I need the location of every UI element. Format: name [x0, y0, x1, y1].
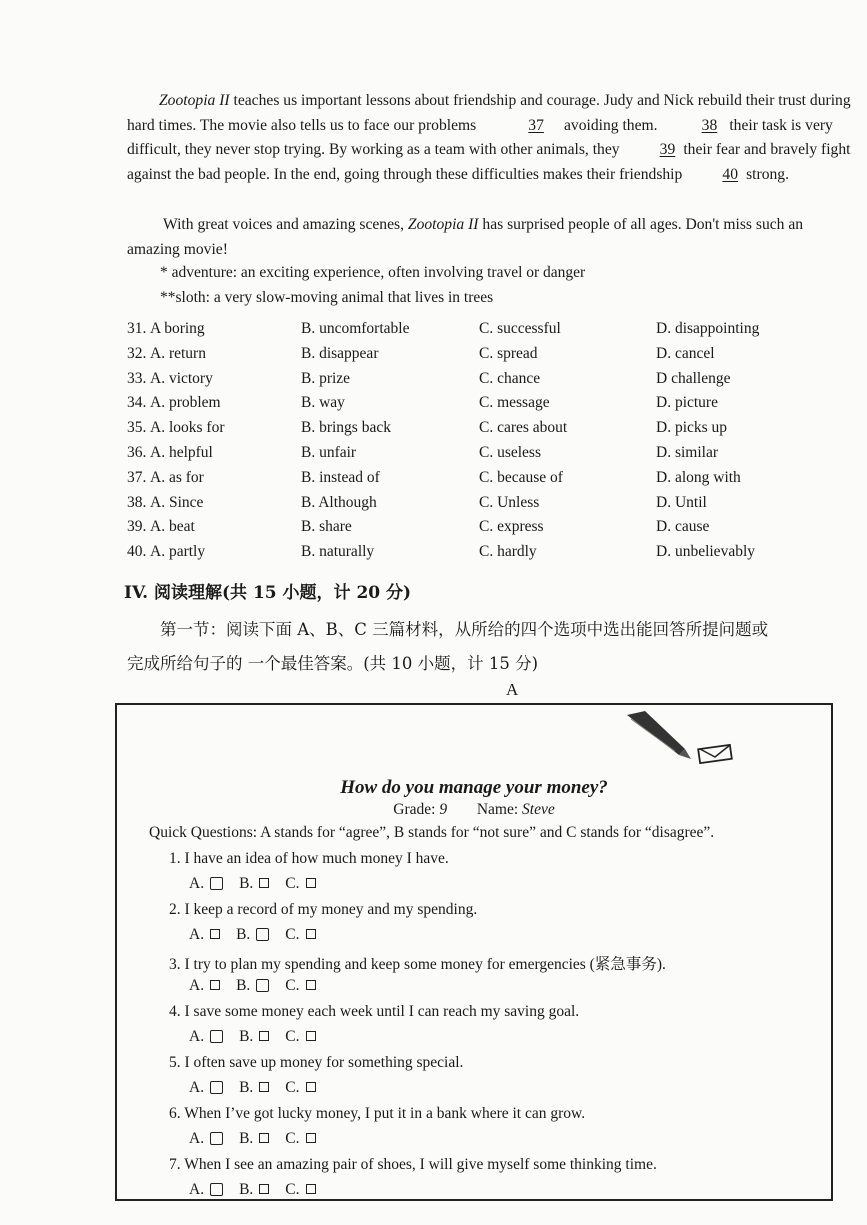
checkbox-c[interactable]	[306, 1082, 316, 1092]
option-c: C. hardly	[479, 543, 537, 561]
choice-label: C.	[285, 1181, 300, 1198]
choice-label: A.	[189, 1181, 205, 1198]
option-number: 40.	[127, 543, 147, 561]
option-a: A. helpful	[150, 444, 213, 461]
passage-text: has surprised people of all ages. Don't miss such an amazing movie!	[127, 216, 804, 258]
option-c: C. chance	[479, 369, 541, 387]
survey-question: 3. I try to plan my spending and keep some money for emergencies (紧急事务).	[169, 956, 666, 973]
option-d: D. picks up	[656, 419, 728, 437]
choice-label: A.	[189, 1028, 205, 1045]
checkbox-a[interactable]	[210, 929, 220, 939]
option-b: B. share	[301, 518, 352, 536]
footnote-sloth: **sloth: a very slow-moving animal that lives in trees	[160, 289, 494, 306]
passage-text: teaches us important lessons about friendship and courage. Judy and Nick rebuild their trust during hard times. The movie also tells us to face our problems	[127, 92, 851, 134]
choice-label: B.	[239, 1028, 254, 1045]
survey-box	[115, 703, 833, 1201]
pen-envelope-icon	[623, 709, 737, 767]
choice-label: B.	[236, 977, 251, 994]
survey-intro: Quick Questions: A stands for “agree”, B stands for “not sure” and C stands for “disagree”.	[149, 824, 715, 841]
choice-label: A.	[189, 926, 205, 943]
option-number: 37.	[127, 468, 147, 486]
choice-label: B.	[239, 1130, 254, 1147]
option-d: D. Until	[656, 493, 707, 511]
footnote-adventure: * adventure: an exciting experience, often involving travel or danger	[160, 264, 586, 281]
choice-label: A.	[189, 1079, 205, 1096]
checkbox-c[interactable]	[306, 1133, 316, 1143]
option-number: 39.	[127, 518, 147, 536]
choice-label: C.	[285, 875, 300, 892]
option-number: 32.	[127, 344, 147, 362]
choice-label: C.	[285, 1079, 300, 1096]
option-b: B. way	[301, 394, 345, 412]
passage-text: With great voices and amazing scenes,	[163, 216, 408, 233]
checkbox-a[interactable]	[210, 980, 220, 990]
checkbox-b[interactable]	[259, 878, 269, 888]
survey-question: 4. I save some money each week until I can reach my saving goal.	[169, 1003, 580, 1020]
survey-meta	[117, 801, 831, 819]
checkbox-c[interactable]	[306, 878, 316, 888]
instruction-line-2: 完成所给句子的 一个最佳答案。(共 10 小题，计 15 分)	[127, 654, 539, 673]
option-b: B. Although	[301, 493, 377, 511]
checkbox-a[interactable]	[210, 877, 223, 890]
option-b: B. instead of	[301, 468, 380, 486]
checkbox-c[interactable]	[306, 1031, 316, 1041]
checkbox-c[interactable]	[306, 929, 316, 939]
choice-label: C.	[285, 1028, 300, 1045]
option-a: A. beat	[150, 518, 195, 536]
option-a: A. as for	[150, 468, 204, 486]
checkbox-b[interactable]	[256, 979, 269, 992]
option-d: D. cancel	[656, 344, 715, 362]
answer-row	[189, 875, 316, 893]
passage-text: strong.	[742, 165, 789, 183]
option-b: B. brings back	[301, 419, 391, 437]
blank-37: 37	[528, 116, 544, 134]
checkbox-c[interactable]	[306, 980, 316, 990]
survey-question: 2. I keep a record of my money and my spending.	[169, 901, 478, 918]
passage-paragraph-1	[127, 89, 855, 187]
option-c: C. express	[479, 518, 544, 536]
checkbox-b[interactable]	[259, 1082, 269, 1092]
option-c: C. cares about	[479, 419, 568, 437]
option-number: 38.	[127, 493, 147, 511]
option-a: A. Since	[150, 493, 204, 511]
survey-question: 1. I have an idea of how much money I have.	[169, 850, 449, 867]
answer-row	[189, 1181, 316, 1199]
option-c: C. useless	[479, 444, 541, 461]
movie-title: Zootopia II	[407, 216, 479, 233]
checkbox-a[interactable]	[210, 1030, 223, 1043]
option-a: A. return	[150, 344, 206, 362]
option-d: D. along with	[656, 468, 741, 486]
option-a: A. looks for	[150, 419, 225, 437]
checkbox-c[interactable]	[306, 1184, 316, 1194]
option-c: C. message	[479, 394, 550, 412]
answer-row	[189, 926, 316, 944]
blank-38: 38	[701, 116, 718, 134]
section-heading: IV. 阅读理解(共 15 小题，计 20 分)	[124, 583, 412, 603]
answer-row	[189, 1079, 316, 1097]
option-a: A. problem	[150, 394, 221, 412]
choice-label: A.	[189, 977, 205, 994]
answer-row	[189, 977, 316, 995]
option-c: C. Unless	[479, 493, 540, 511]
checkbox-b[interactable]	[259, 1184, 269, 1194]
option-b: B. uncomfortable	[301, 320, 410, 337]
option-d: D. disappointing	[656, 320, 760, 337]
answer-row	[189, 1028, 316, 1046]
blank-39: 39	[659, 141, 676, 159]
option-number: 35.	[127, 419, 147, 437]
checkbox-b[interactable]	[256, 928, 269, 941]
passage-text: their fear and bravely fight against the bad people. In the end, going through these difficulties makes their friendship	[127, 141, 851, 183]
blank-40: 40	[722, 165, 739, 183]
choice-label: B.	[239, 875, 254, 892]
option-b: B. naturally	[301, 543, 375, 561]
checkbox-b[interactable]	[259, 1133, 269, 1143]
choice-label: C.	[285, 1130, 300, 1147]
checkbox-a[interactable]	[210, 1183, 223, 1196]
option-b: B. prize	[301, 369, 351, 387]
grade-value: 9	[439, 801, 448, 818]
checkbox-b[interactable]	[259, 1031, 269, 1041]
survey-title: How do you manage your money?	[340, 777, 608, 798]
option-d: D. unbelievably	[656, 543, 756, 561]
checkbox-a[interactable]	[210, 1081, 223, 1094]
survey-question: 7. When I see an amazing pair of shoes, I will give myself some thinking time.	[169, 1156, 657, 1173]
choice-label: B.	[236, 926, 251, 943]
instruction-line-1: 第一节：阅读下面 A、B、C 三篇材料，从所给的四个选项中选出能回答所提问题或	[160, 620, 769, 639]
option-b: B. unfair	[301, 444, 357, 461]
checkbox-a[interactable]	[210, 1132, 223, 1145]
option-number: 33.	[127, 369, 147, 387]
option-number: 31.	[127, 320, 147, 337]
choice-label: A.	[189, 1130, 205, 1147]
survey-question: 5. I often save up money for something special.	[169, 1054, 464, 1071]
option-c: C. because of	[479, 468, 563, 486]
option-a: A boring	[150, 320, 205, 337]
choice-label: C.	[285, 977, 300, 994]
option-a: A. victory	[150, 369, 213, 387]
passage-paragraph-2	[127, 213, 855, 262]
survey-question: 6. When I’ve got lucky money, I put it in a bank where it can grow.	[169, 1105, 586, 1122]
choice-label: B.	[239, 1079, 254, 1096]
choice-label: A.	[189, 875, 205, 892]
option-a: A. partly	[150, 543, 206, 561]
option-number: 36.	[127, 444, 147, 461]
passage-text: avoiding them.	[560, 116, 662, 134]
answer-row	[189, 1130, 316, 1148]
grade-label: Grade:	[393, 801, 436, 818]
choice-label: B.	[239, 1181, 254, 1198]
movie-title: Zootopia II	[159, 92, 230, 109]
passage-letter: A	[506, 680, 519, 699]
passage-text: their task is very difficult, they never stop trying. By working as a team with other animals, they	[127, 116, 833, 159]
name-label: Name:	[476, 801, 519, 818]
option-c: C. successful	[479, 320, 561, 337]
option-b: B. disappear	[301, 344, 379, 362]
option-d: D. picture	[656, 394, 718, 412]
option-number: 34.	[127, 394, 147, 412]
option-c: C. spread	[479, 344, 538, 362]
name-value: Steve	[522, 801, 555, 818]
option-d: D. cause	[656, 518, 710, 536]
option-d: D. similar	[656, 444, 718, 461]
option-d: D challenge	[656, 369, 731, 387]
choice-label: C.	[285, 926, 300, 943]
